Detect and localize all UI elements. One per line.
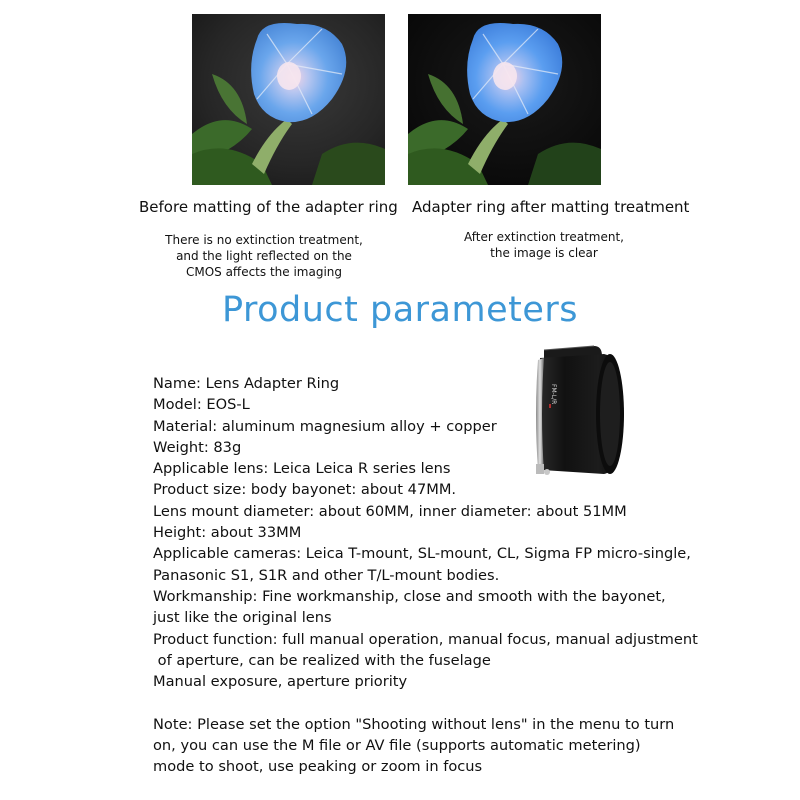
svg-text:FM-L/R: FM-L/R [550,384,557,405]
caption-after: Adapter ring after matting treatment [412,198,690,216]
spec-line: Applicable lens: Leica Leica R series lens [153,460,451,478]
spec-line: just like the original lens [153,609,332,627]
note-before [140,232,388,280]
spec-line: Lens mount diameter: about 60MM, inner diameter: about 51MM [153,502,627,520]
spec-line: Workmanship: Fine workmanship, close and smooth with the bayonet, [153,587,666,605]
spec-line: Material: aluminum magnesium alloy + copper [153,417,497,435]
spec-list [153,373,753,778]
flower-image-after [408,14,601,185]
note-line: on, you can use the M file or AV file (supports automatic metering) [153,737,641,755]
note-line: mode to shoot, use peaking or zoom in focus [153,758,483,776]
photo-after-matting [408,14,601,185]
note-before-line: There is no extinction treatment, [165,233,363,247]
spec-line: Model: EOS-L [153,396,250,414]
spec-line: Applicable cameras: Leica T-mount, SL-mount, CL, Sigma FP micro-single, [153,545,691,563]
note-before-line: and the light reflected on the [176,249,352,263]
spec-line: Product size: body bayonet: about 47MM. [153,481,457,499]
photo-before-matting [192,14,385,185]
spec-line: Product function: full manual operation, manual focus, manual adjustment [153,630,698,648]
flower-image-before [192,14,385,185]
spacer [153,692,753,713]
spec-line: Name: Lens Adapter Ring [153,375,340,392]
caption-before: Before matting of the adapter ring [139,198,398,216]
spec-line: Height: about 33MM [153,524,302,542]
spec-line: Panasonic S1, S1R and other T/L-mount bodies. [153,566,500,584]
section-title: Product parameters [221,290,579,330]
spec-line: Weight: 83g [153,438,242,456]
spec-line: Manual exposure, aperture priority [153,673,408,691]
note-line: Note: Please set the option "Shooting without lens" in the menu to turn [153,715,675,733]
note-after [420,229,668,261]
note-after-line: After extinction treatment, [464,230,624,244]
spec-line: of aperture, can be realized with the fuselage [153,651,491,669]
note-before-line: CMOS affects the imaging [185,265,343,279]
note-after-line: the image is clear [490,246,598,260]
